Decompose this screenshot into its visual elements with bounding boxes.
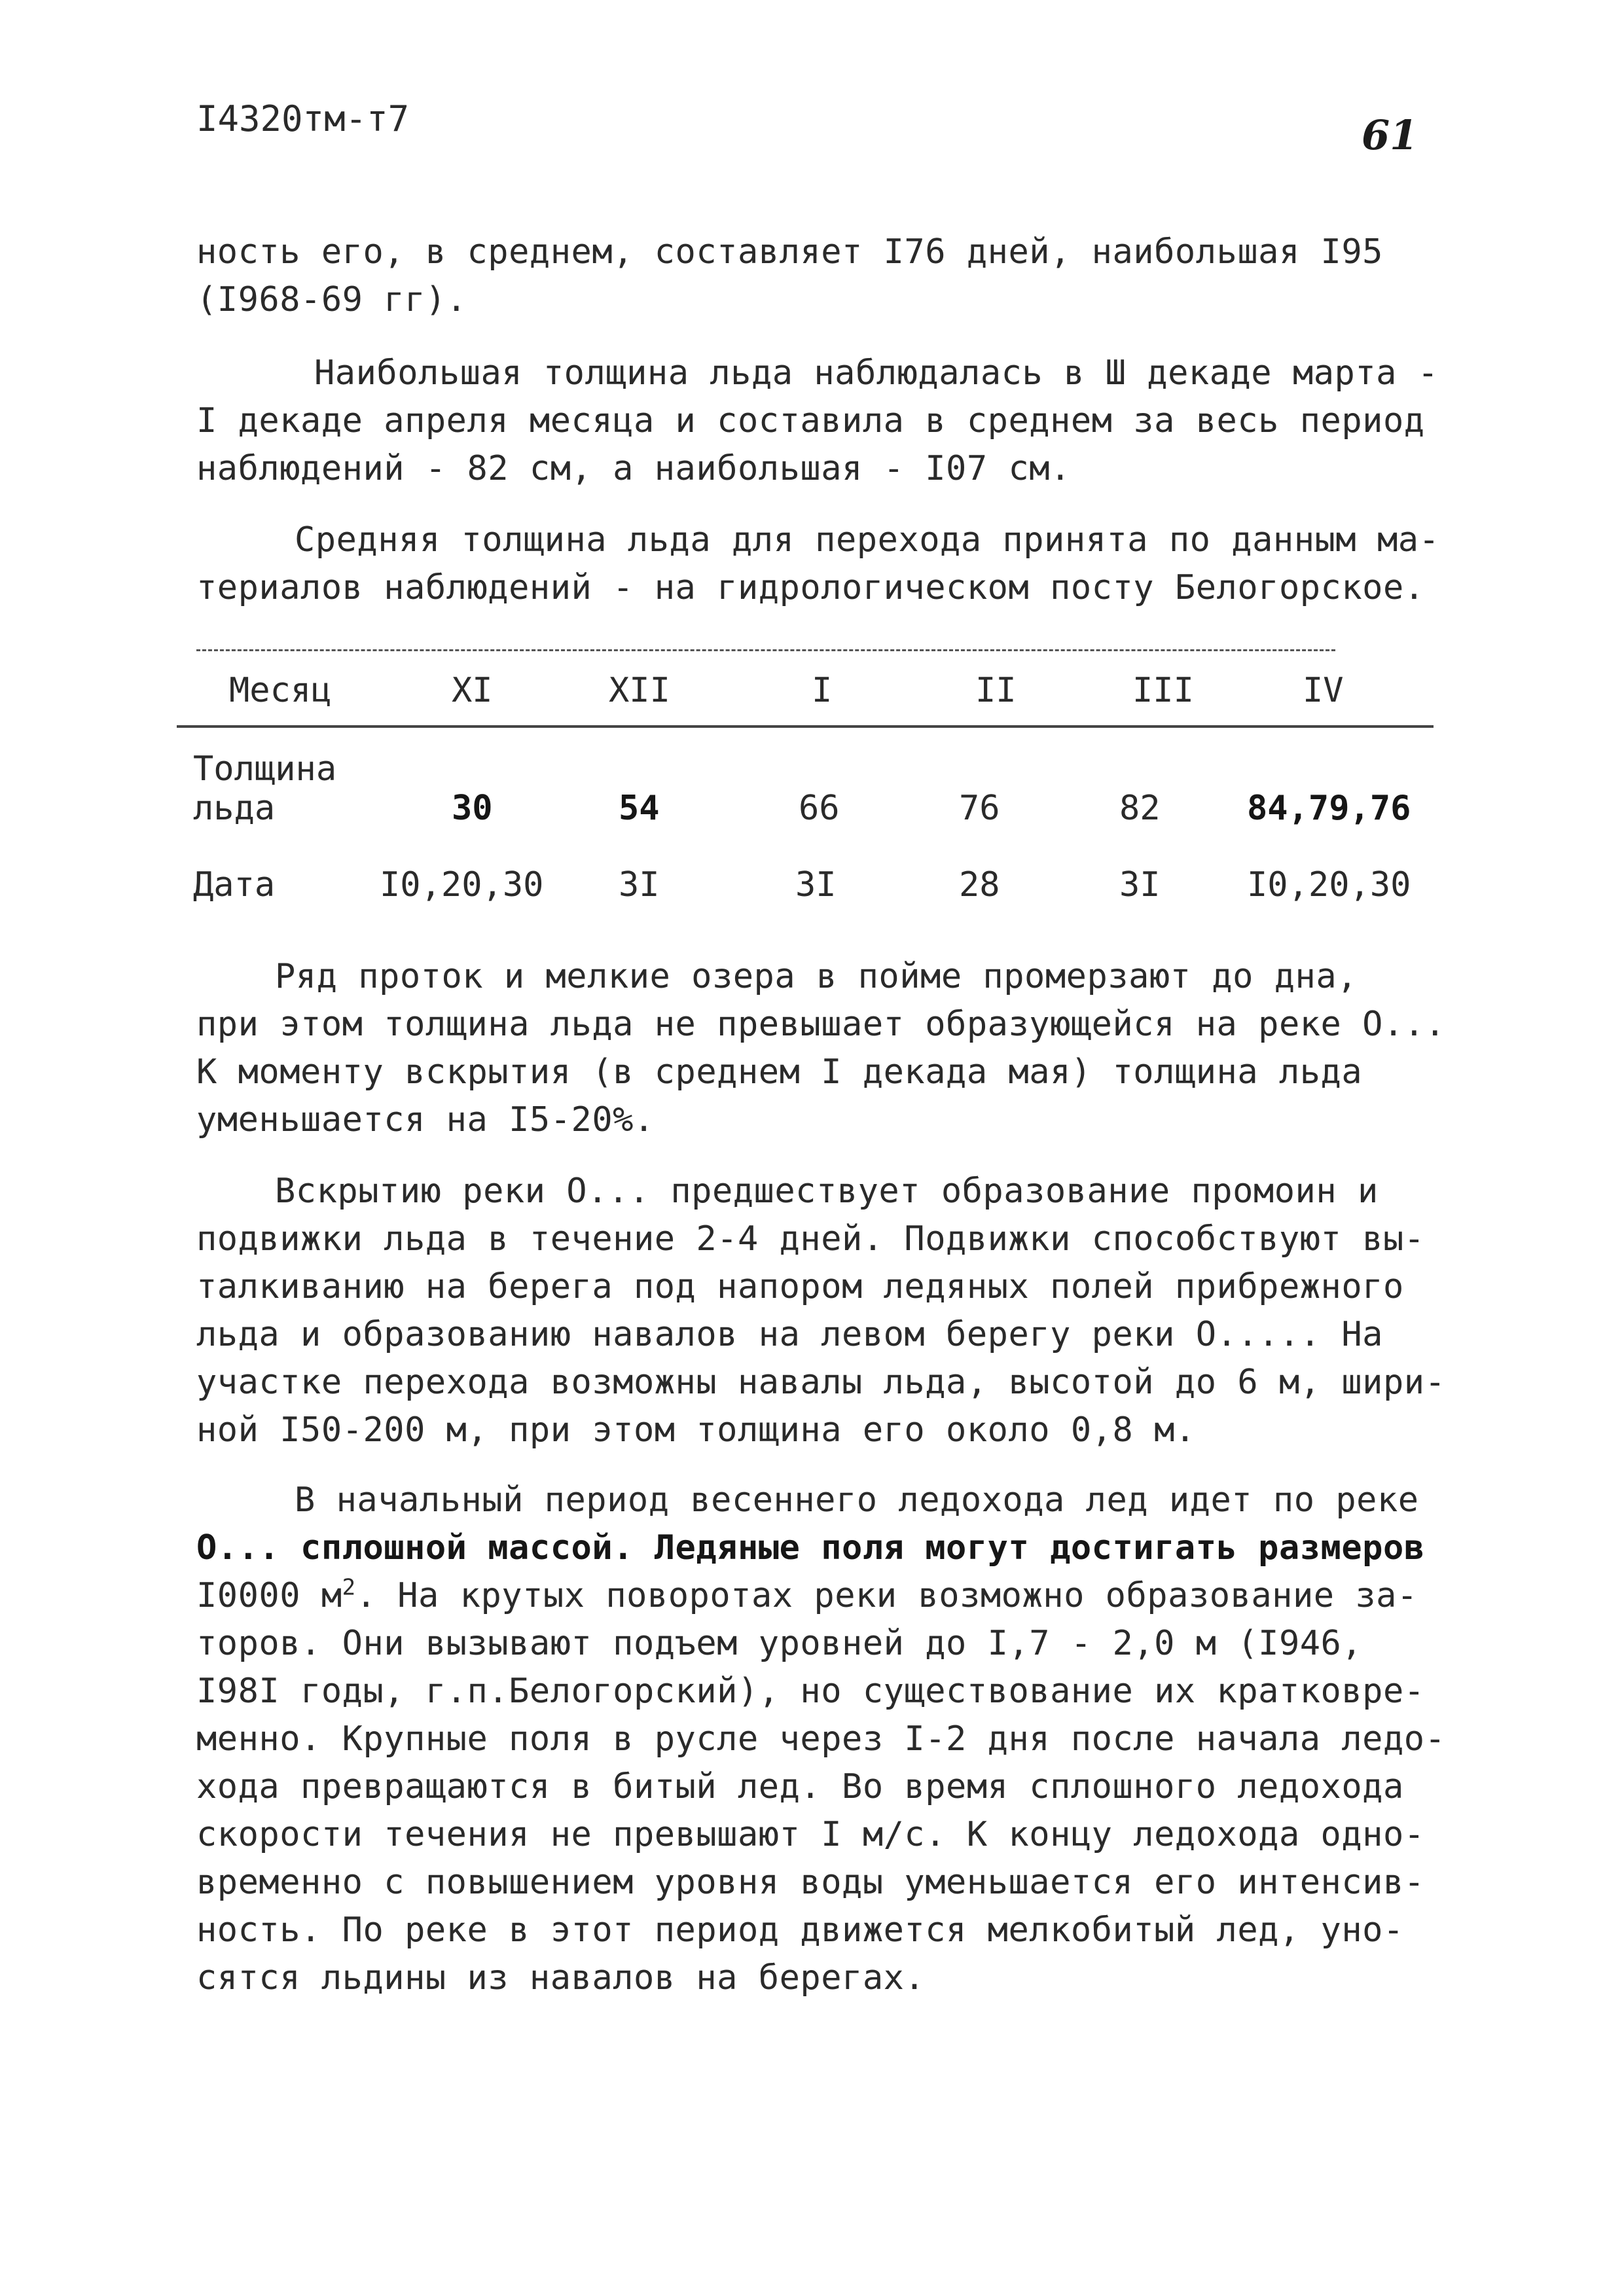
thickness-xii: 54 [619,789,660,828]
page-number: 61 [1362,111,1418,159]
thickness-xi: 30 [452,789,493,828]
paragraph-5-line-4: льда и образованию навалов на левом берегу реки О..... На [196,1315,1383,1354]
table-header-rule [177,725,1434,728]
document-id: I4320тм-т7 [196,98,410,139]
paragraph-6-line-8: скорости течения не превышают I м/с. К концу ледохода одно- [196,1815,1425,1854]
paragraph-5-line-3: талкиванию на берега под напором ледяных полей прибрежного [196,1267,1404,1306]
paragraph-2-line-3: наблюдений - 82 см, а наибольшая - I07 см. [196,449,1071,488]
area-value: I0000 м [196,1576,342,1615]
paragraph-1-line-1: ность его, в среднем, составляет I76 дней, наибольшая I95 [196,232,1383,272]
paragraph-3-line-1: Средняя толщина льда для перехода принята по данным ма- [295,520,1440,560]
area-exponent: 2 [342,1574,356,1601]
paragraph-3-line-2: териалов наблюдений - на гидрологическом посту Белогорское. [196,568,1425,607]
table-label-thickness: Толщина [193,749,337,789]
paragraph-2-line-1: Наибольшая толщина льда наблюдалась в Ш декаде марта - [314,353,1439,393]
thickness-iii: 82 [1119,789,1161,828]
table-top-rule [196,649,1335,651]
date-iv: I0,20,30 [1247,865,1411,905]
paragraph-5-line-6: ной I50-200 м, при этом толщина его около 0,8 м. [196,1410,1196,1450]
table-header-iv: IV [1303,671,1344,710]
paragraph-4-line-4: уменьшается на I5-20%. [196,1100,655,1139]
paragraph-6-line-9: временно с повышением уровня воды уменьшается его интенсив- [196,1863,1425,1902]
thickness-i: 66 [799,789,840,828]
paragraph-5-line-1: Вскрытию реки О... предшествует образование промоин и [275,1172,1379,1211]
paragraph-6-line-5: I98I годы, г.п.Белогорский), но существование их кратковре- [196,1672,1425,1711]
date-iii: 3I [1119,865,1161,905]
paragraph-6-line-3 [196,1576,1418,1615]
date-ii: 28 [959,865,1000,905]
table-header-ii: II [975,671,1017,710]
thickness-iv: 84,79,76 [1247,789,1411,828]
paragraph-2-line-2: I декаде апреля месяца и составила в среднем за весь период [196,401,1425,440]
table-header-xi: XI [452,671,493,710]
paragraph-1-line-2: (I968-69 гг). [196,280,467,319]
paragraph-6-line-7: хода превращаются в битый лед. Во время сплошного ледохода [196,1767,1404,1806]
paragraph-4-line-2: при этом толщина льда не превышает образующейся на реке О... [196,1005,1446,1044]
paragraph-5-line-5: участке перехода возможны навалы льда, высотой до 6 м, шири- [196,1363,1446,1402]
paragraph-6-line-2: О... сплошной массой. Ледяные поля могут достигать размеров [196,1528,1425,1568]
table-header-month: Месяц [229,671,332,710]
table-label-date: Дата [193,865,276,905]
table-header-xii: XII [609,671,670,710]
table-label-ice: льда [193,789,276,828]
paragraph-6-line-1: В начальный период весеннего ледохода лед идет по реке [295,1480,1419,1520]
paragraph-6-line-3-rest: . На крутых поворотах реки возможно образование за- [355,1576,1418,1615]
table-header-iii: III [1132,671,1194,710]
date-xii: 3I [619,865,660,905]
table-header-i: I [812,671,833,710]
date-xi: I0,20,30 [380,865,544,905]
paragraph-6-line-11: сятся льдины из навалов на берегах. [196,1958,926,1998]
date-i: 3I [795,865,837,905]
paragraph-5-line-2: подвижки льда в течение 2-4 дней. Подвижки способствуют вы- [196,1219,1425,1259]
paragraph-6-line-6: менно. Крупные поля в русле через I-2 дня после начала ледо- [196,1719,1446,1759]
paragraph-6-line-4: торов. Они вызывают подъем уровней до I,7 - 2,0 м (I946, [196,1624,1363,1663]
paragraph-4-line-1: Ряд проток и мелкие озера в пойме промерзают до дна, [275,957,1358,996]
paragraph-6-line-10: ность. По реке в этот период движется мелкобитый лед, уно- [196,1910,1404,1950]
thickness-ii: 76 [959,789,1000,828]
paragraph-4-line-3: К моменту вскрытия (в среднем I декада мая) толщина льда [196,1052,1363,1092]
